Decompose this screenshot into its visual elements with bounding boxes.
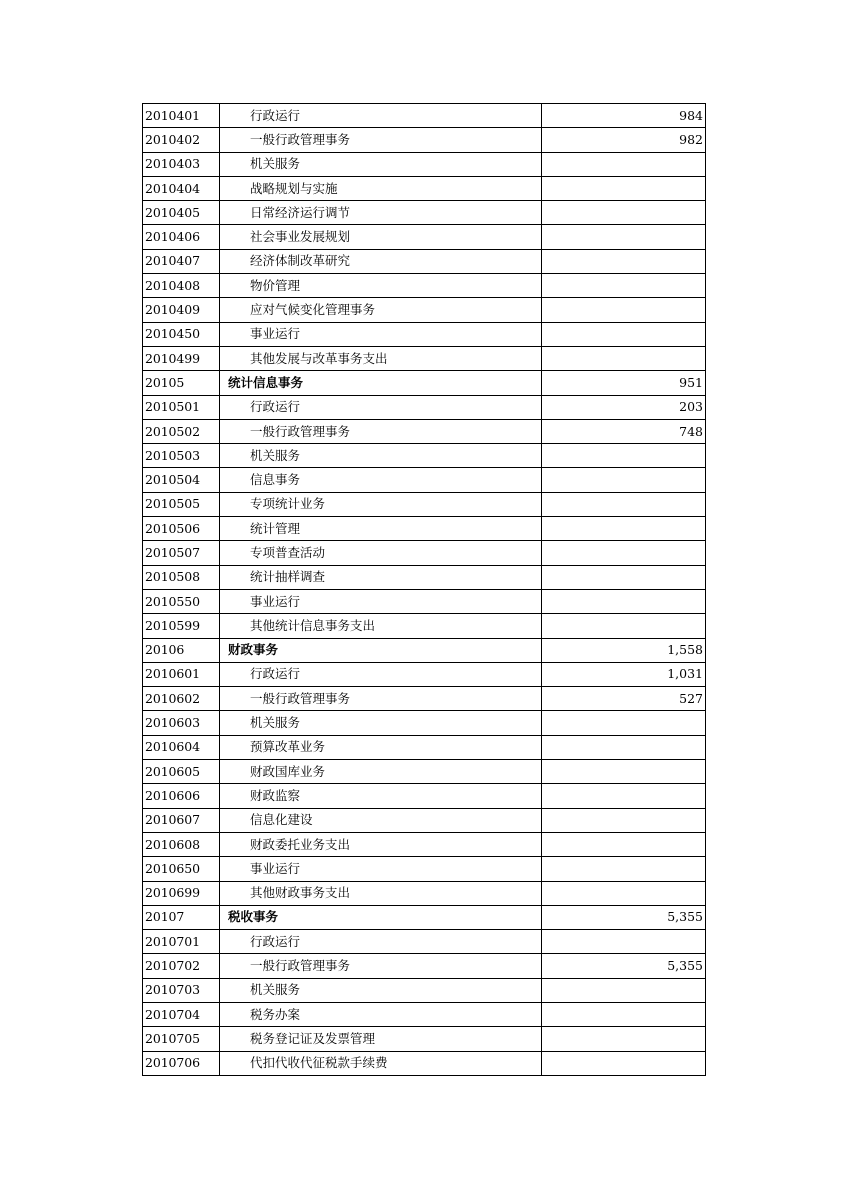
table-row xyxy=(143,565,706,589)
table-row xyxy=(143,784,706,808)
table-row xyxy=(143,225,706,249)
amount-cell: 5,355 xyxy=(542,954,706,978)
subject-name-cell: 其他统计信息事务支出 xyxy=(220,614,542,638)
subject-name-cell: 一般行政管理事务 xyxy=(220,419,542,443)
subject-code-cell: 2010408 xyxy=(143,274,220,298)
subject-code-cell: 2010604 xyxy=(143,735,220,759)
subject-name-cell: 其他财政事务支出 xyxy=(220,881,542,905)
subject-name-cell: 日常经济运行调节 xyxy=(220,201,542,225)
subject-code-cell: 2010550 xyxy=(143,589,220,613)
amount-cell xyxy=(542,444,706,468)
amount-cell xyxy=(542,808,706,832)
subject-name-cell: 财政委托业务支出 xyxy=(220,832,542,856)
subject-name-cell: 事业运行 xyxy=(220,589,542,613)
amount-cell: 203 xyxy=(542,395,706,419)
amount-cell: 527 xyxy=(542,687,706,711)
amount-cell: 1,031 xyxy=(542,662,706,686)
subject-code-cell: 2010602 xyxy=(143,687,220,711)
table-row xyxy=(143,419,706,443)
category-name-cell: 财政事务 xyxy=(220,638,542,662)
table-row xyxy=(143,298,706,322)
subject-name-cell: 事业运行 xyxy=(220,322,542,346)
subject-code-cell: 2010450 xyxy=(143,322,220,346)
subject-code-cell: 20105 xyxy=(143,371,220,395)
subject-code-cell: 2010607 xyxy=(143,808,220,832)
amount-cell xyxy=(542,201,706,225)
subject-code-cell: 2010502 xyxy=(143,419,220,443)
table-row xyxy=(143,444,706,468)
table-row xyxy=(143,760,706,784)
subject-name-cell: 机关服务 xyxy=(220,978,542,1002)
amount-cell xyxy=(542,978,706,1002)
amount-cell xyxy=(542,176,706,200)
subject-code-cell: 2010599 xyxy=(143,614,220,638)
amount-cell xyxy=(542,492,706,516)
amount-cell xyxy=(542,760,706,784)
subject-name-cell: 一般行政管理事务 xyxy=(220,128,542,152)
subject-code-cell: 2010407 xyxy=(143,249,220,273)
subject-name-cell: 信息事务 xyxy=(220,468,542,492)
table-row xyxy=(143,687,706,711)
subject-code-cell: 2010701 xyxy=(143,930,220,954)
table-row xyxy=(143,857,706,881)
amount-cell xyxy=(542,832,706,856)
subject-code-cell: 2010507 xyxy=(143,541,220,565)
subject-name-cell: 机关服务 xyxy=(220,152,542,176)
table-row xyxy=(143,322,706,346)
table-row xyxy=(143,881,706,905)
subject-code-cell: 2010401 xyxy=(143,104,220,128)
subject-name-cell: 税务登记证及发票管理 xyxy=(220,1027,542,1051)
subject-name-cell: 信息化建设 xyxy=(220,808,542,832)
amount-cell: 748 xyxy=(542,419,706,443)
table-row xyxy=(143,201,706,225)
subject-name-cell: 代扣代收代征税款手续费 xyxy=(220,1051,542,1075)
amount-cell xyxy=(542,249,706,273)
subject-name-cell: 物价管理 xyxy=(220,274,542,298)
subject-code-cell: 2010506 xyxy=(143,517,220,541)
table-row xyxy=(143,614,706,638)
subject-code-cell: 2010601 xyxy=(143,662,220,686)
subject-name-cell: 应对气候变化管理事务 xyxy=(220,298,542,322)
category-name-cell: 税收事务 xyxy=(220,905,542,929)
amount-cell xyxy=(542,517,706,541)
amount-cell xyxy=(542,930,706,954)
subject-name-cell: 税务办案 xyxy=(220,1002,542,1026)
table-row xyxy=(143,662,706,686)
subject-name-cell: 专项统计业务 xyxy=(220,492,542,516)
subject-name-cell: 社会事业发展规划 xyxy=(220,225,542,249)
amount-cell xyxy=(542,711,706,735)
subject-code-cell: 20106 xyxy=(143,638,220,662)
amount-cell: 1,558 xyxy=(542,638,706,662)
subject-code-cell: 2010503 xyxy=(143,444,220,468)
subject-name-cell: 其他发展与改革事务支出 xyxy=(220,346,542,370)
amount-cell xyxy=(542,589,706,613)
subject-name-cell: 机关服务 xyxy=(220,444,542,468)
table-row xyxy=(143,128,706,152)
amount-cell: 984 xyxy=(542,104,706,128)
table-row xyxy=(143,711,706,735)
table-row xyxy=(143,930,706,954)
table-row xyxy=(143,517,706,541)
amount-cell xyxy=(542,784,706,808)
subject-name-cell: 统计抽样调查 xyxy=(220,565,542,589)
subject-code-cell: 2010608 xyxy=(143,832,220,856)
subject-code-cell: 2010402 xyxy=(143,128,220,152)
category-name-cell: 统计信息事务 xyxy=(220,371,542,395)
subject-name-cell: 行政运行 xyxy=(220,662,542,686)
subject-code-cell: 2010508 xyxy=(143,565,220,589)
amount-cell xyxy=(542,274,706,298)
subject-name-cell: 机关服务 xyxy=(220,711,542,735)
amount-cell xyxy=(542,152,706,176)
amount-cell xyxy=(542,468,706,492)
table-row xyxy=(143,274,706,298)
table-body xyxy=(143,104,706,1076)
subject-code-cell: 2010699 xyxy=(143,881,220,905)
subject-code-cell: 2010606 xyxy=(143,784,220,808)
amount-cell xyxy=(542,541,706,565)
amount-cell: 951 xyxy=(542,371,706,395)
subject-code-cell: 2010605 xyxy=(143,760,220,784)
subject-name-cell: 行政运行 xyxy=(220,930,542,954)
table-row xyxy=(143,541,706,565)
subject-code-cell: 2010406 xyxy=(143,225,220,249)
subject-name-cell: 经济体制改革研究 xyxy=(220,249,542,273)
table-row xyxy=(143,468,706,492)
amount-cell xyxy=(542,614,706,638)
subject-name-cell: 事业运行 xyxy=(220,857,542,881)
subject-name-cell: 财政国库业务 xyxy=(220,760,542,784)
subject-code-cell: 2010501 xyxy=(143,395,220,419)
subject-code-cell: 2010703 xyxy=(143,978,220,1002)
subject-name-cell: 统计管理 xyxy=(220,517,542,541)
subject-code-cell: 2010499 xyxy=(143,346,220,370)
amount-cell xyxy=(542,857,706,881)
subject-code-cell: 2010702 xyxy=(143,954,220,978)
category-row xyxy=(143,905,706,929)
subject-code-cell: 2010409 xyxy=(143,298,220,322)
subject-code-cell: 2010403 xyxy=(143,152,220,176)
amount-cell xyxy=(542,225,706,249)
table-row xyxy=(143,1051,706,1075)
subject-name-cell: 行政运行 xyxy=(220,104,542,128)
table-row xyxy=(143,492,706,516)
subject-name-cell: 一般行政管理事务 xyxy=(220,687,542,711)
subject-code-cell: 20107 xyxy=(143,905,220,929)
amount-cell: 5,355 xyxy=(542,905,706,929)
subject-code-cell: 2010705 xyxy=(143,1027,220,1051)
table-row xyxy=(143,346,706,370)
category-row xyxy=(143,638,706,662)
table-row xyxy=(143,1027,706,1051)
amount-cell: 982 xyxy=(542,128,706,152)
table-row xyxy=(143,249,706,273)
amount-cell xyxy=(542,565,706,589)
table-row xyxy=(143,1002,706,1026)
budget-expenditure-table xyxy=(142,103,706,1076)
table-row xyxy=(143,978,706,1002)
amount-cell xyxy=(542,1027,706,1051)
subject-name-cell: 预算改革业务 xyxy=(220,735,542,759)
amount-cell xyxy=(542,735,706,759)
table-row xyxy=(143,808,706,832)
table-row xyxy=(143,176,706,200)
subject-code-cell: 2010504 xyxy=(143,468,220,492)
subject-code-cell: 2010650 xyxy=(143,857,220,881)
table-row xyxy=(143,832,706,856)
subject-code-cell: 2010505 xyxy=(143,492,220,516)
subject-code-cell: 2010706 xyxy=(143,1051,220,1075)
category-row xyxy=(143,371,706,395)
subject-name-cell: 行政运行 xyxy=(220,395,542,419)
subject-code-cell: 2010603 xyxy=(143,711,220,735)
subject-name-cell: 战略规划与实施 xyxy=(220,176,542,200)
subject-code-cell: 2010704 xyxy=(143,1002,220,1026)
table-row xyxy=(143,395,706,419)
table-row xyxy=(143,735,706,759)
subject-name-cell: 一般行政管理事务 xyxy=(220,954,542,978)
amount-cell xyxy=(542,1002,706,1026)
table-row xyxy=(143,954,706,978)
amount-cell xyxy=(542,298,706,322)
amount-cell xyxy=(542,1051,706,1075)
table-row xyxy=(143,589,706,613)
amount-cell xyxy=(542,346,706,370)
subject-name-cell: 财政监察 xyxy=(220,784,542,808)
amount-cell xyxy=(542,881,706,905)
subject-code-cell: 2010405 xyxy=(143,201,220,225)
table-row xyxy=(143,152,706,176)
table-row xyxy=(143,104,706,128)
subject-name-cell: 专项普查活动 xyxy=(220,541,542,565)
subject-code-cell: 2010404 xyxy=(143,176,220,200)
amount-cell xyxy=(542,322,706,346)
